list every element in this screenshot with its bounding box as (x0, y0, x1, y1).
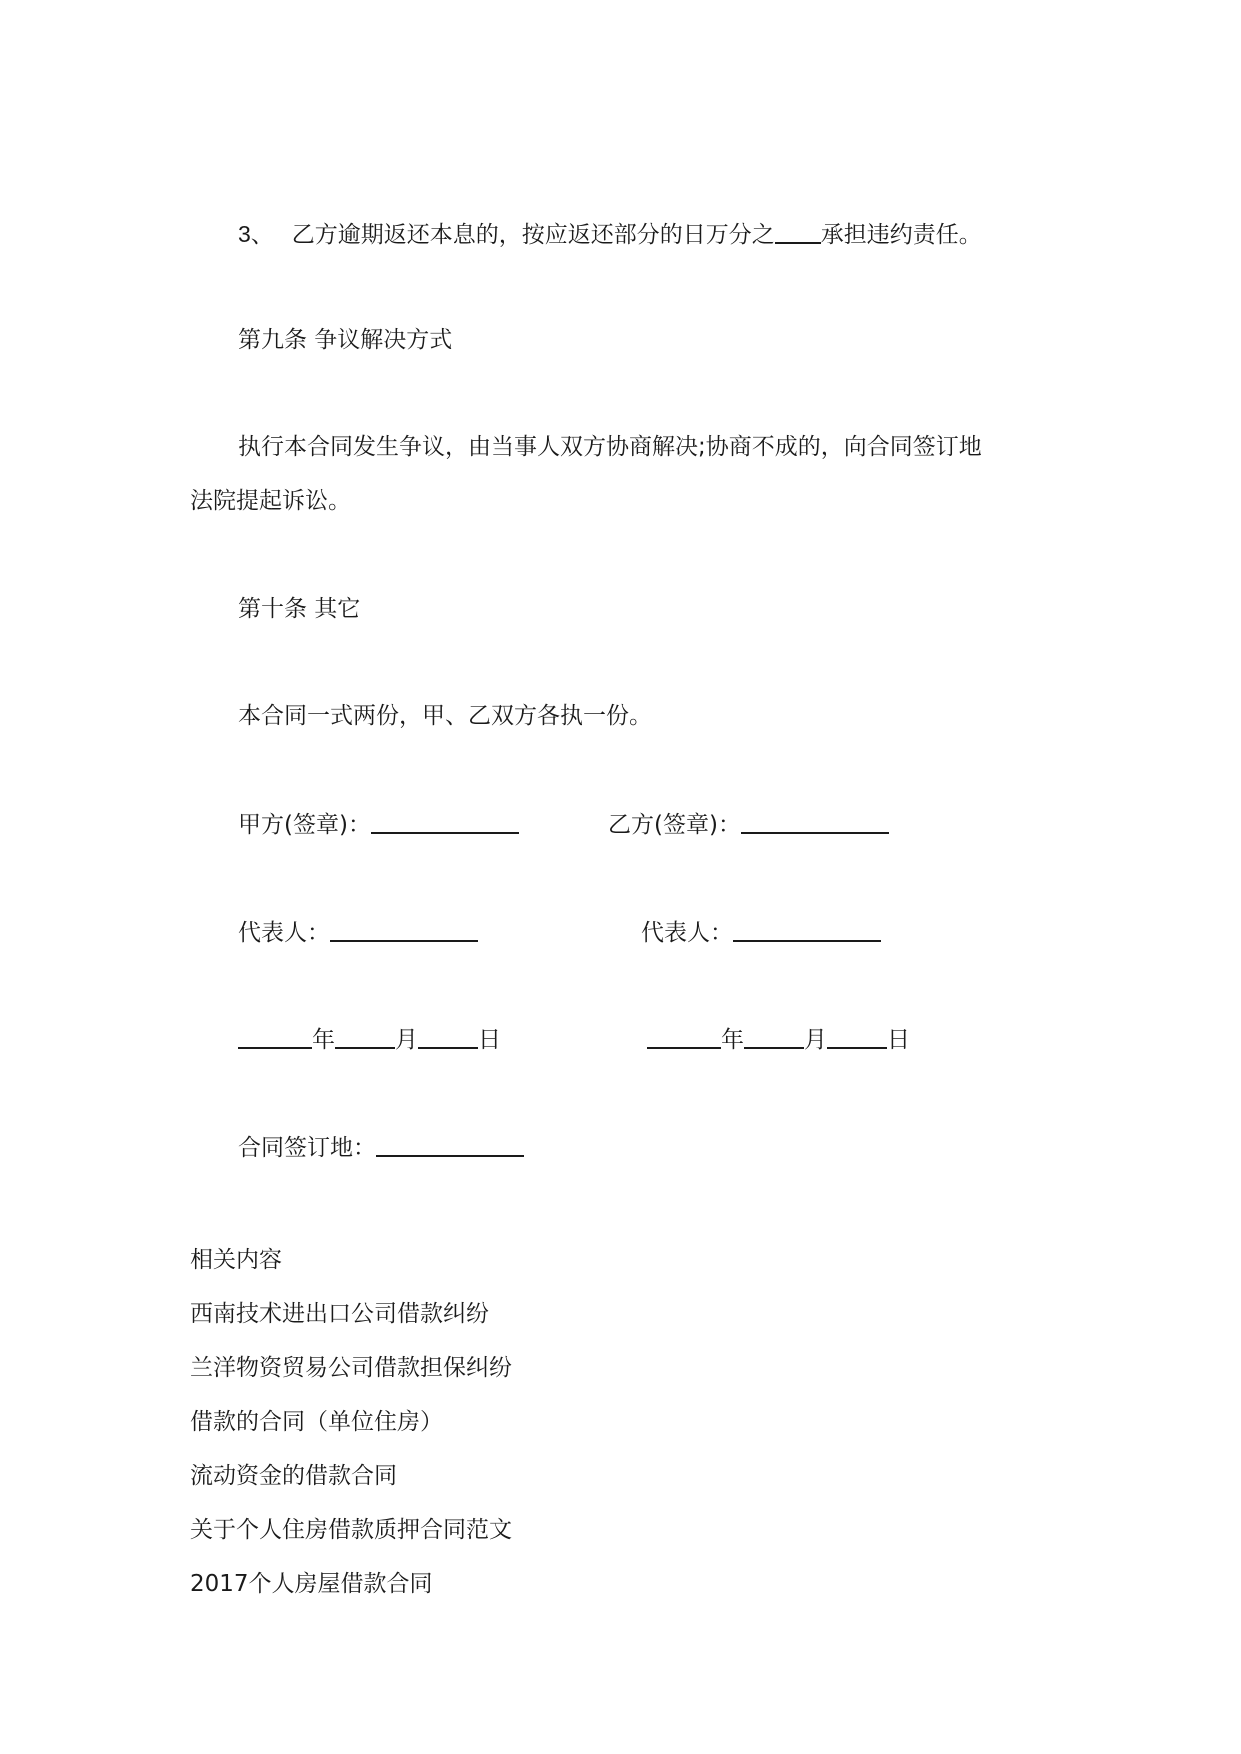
party-b-blank (741, 808, 889, 834)
rep-a-signature (238, 916, 478, 948)
year-label: 年 (721, 1027, 744, 1053)
signing-place-blank (376, 1131, 524, 1157)
clause10-heading: 第十条 其它 (238, 596, 361, 622)
related-link[interactable]: 流动资金的借款合同 (190, 1463, 397, 1489)
day-label: 日 (478, 1027, 501, 1053)
month-blank (335, 1023, 395, 1049)
clause10-body: 本合同一式两份，甲、乙双方各执一份。 (238, 703, 652, 729)
related-content (190, 1245, 512, 1623)
item-number: 3、 (238, 221, 274, 247)
month-label: 月 (395, 1027, 418, 1053)
party-a-signature (238, 808, 519, 840)
party-b-label: 乙方(签章)： (608, 812, 741, 838)
year-blank (647, 1023, 721, 1049)
day-label: 日 (887, 1027, 910, 1053)
day-blank (827, 1023, 887, 1049)
related-link[interactable]: 西南技术进出口公司借款纠纷 (190, 1301, 489, 1327)
item-text-before: 乙方逾期返还本息的，按应返还部分的日万分之 (291, 222, 775, 248)
rep-b-signature (641, 916, 881, 948)
month-blank (744, 1023, 804, 1049)
signing-place (238, 1131, 524, 1163)
rep-b-label: 代表人： (641, 920, 733, 946)
day-blank (418, 1023, 478, 1049)
rep-a-blank (330, 916, 478, 942)
related-link[interactable]: 2017个人房屋借款合同 (190, 1571, 433, 1597)
item-text-after: 承担违约责任。 (820, 222, 982, 248)
signing-place-label: 合同签订地： (238, 1135, 376, 1161)
rep-a-label: 代表人： (238, 920, 330, 946)
year-label: 年 (312, 1027, 335, 1053)
clause9-body-line1: 执行本合同发生争议，由当事人双方协商解决;协商不成的，向合同签订地 (238, 434, 982, 460)
rep-b-blank (733, 916, 881, 942)
date-a (238, 1023, 501, 1055)
related-link[interactable]: 关于个人住房借款质押合同范文 (190, 1517, 512, 1543)
related-link[interactable]: 借款的合同（单位住房） (190, 1409, 443, 1435)
clause9-body-line2: 法院提起诉讼。 (190, 488, 351, 514)
party-b-signature (608, 808, 889, 840)
party-a-label: 甲方(签章)： (238, 812, 371, 838)
month-label: 月 (804, 1027, 827, 1053)
clause8-item3 (238, 218, 982, 250)
party-a-blank (371, 808, 519, 834)
year-blank (238, 1023, 312, 1049)
date-b (647, 1023, 910, 1055)
related-link[interactable]: 兰洋物资贸易公司借款担保纠纷 (190, 1355, 512, 1381)
penalty-rate-blank (775, 218, 821, 244)
related-heading: 相关内容 (190, 1247, 282, 1273)
clause9-heading: 第九条 争议解决方式 (238, 327, 453, 353)
